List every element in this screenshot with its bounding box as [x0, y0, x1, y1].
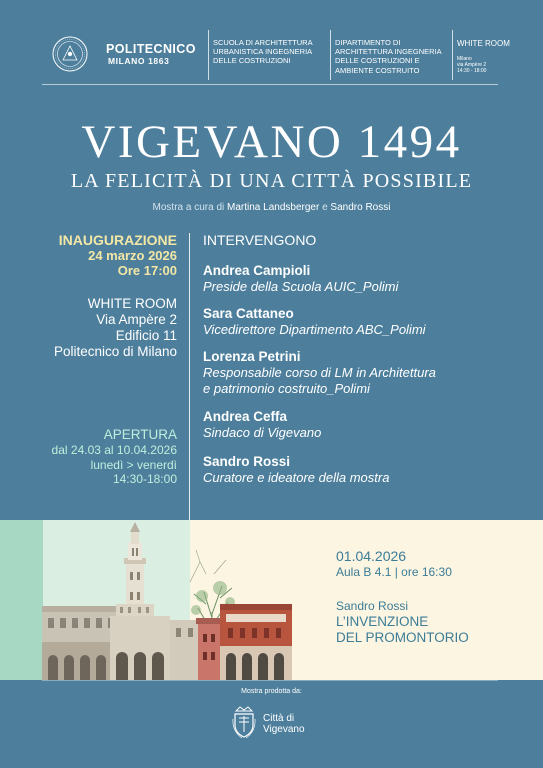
- speaker-name: Andrea Ceffa: [203, 409, 288, 424]
- brand-city: MILANO 1863: [108, 56, 170, 66]
- event-place: Aula B 4.1 | ore 16:30: [336, 565, 452, 579]
- speaker-role: Sindaco di Vigevano: [203, 425, 322, 440]
- venue-title: WHITE ROOM: [457, 39, 510, 48]
- school-line: SCUOLA DI ARCHITETTURA: [213, 38, 313, 47]
- curated-prefix: Mostra a cura di: [152, 202, 228, 213]
- venue-line: via Ampère 2: [457, 62, 487, 68]
- header-divider: [452, 30, 453, 80]
- speaker-role: Responsabile corso di LM in Architettura: [203, 365, 436, 380]
- speaker-role: Preside della Scuola AUIC_Polimi: [203, 279, 399, 294]
- vigevano-skyline-illustration: [40, 522, 295, 680]
- city-line: Città di: [263, 713, 295, 724]
- event-date: 01.04.2026: [336, 548, 407, 564]
- department-line: ARCHITETTURA INGEGNERIA: [335, 47, 442, 57]
- header-divider: [208, 30, 209, 80]
- brand-name: POLITECNICO: [106, 42, 196, 56]
- event-talk-line: DEL PROMONTORIO: [336, 630, 469, 645]
- politecnico-seal-logo: [52, 36, 88, 72]
- opening-block: [52, 443, 177, 487]
- speaker-item: [203, 409, 321, 441]
- brand-block: [106, 42, 196, 67]
- department-line: DIPARTIMENTO DI: [335, 38, 401, 47]
- opening-label: APERTURA: [103, 427, 177, 442]
- inauguration-time: Ore 17:00: [117, 263, 177, 278]
- opening-line: dal 24.03 al 10.04.2026: [51, 443, 177, 457]
- city-crest-logo: [232, 705, 256, 739]
- header-divider: [330, 30, 331, 80]
- produced-by: Mostra prodotta da:: [241, 688, 302, 695]
- speaker-role: Vicedirettore Dipartimento ABC_Polimi: [203, 322, 426, 337]
- venue-line: 14:30 - 18:00: [457, 68, 487, 74]
- speaker-item: [203, 263, 398, 295]
- department-name: [335, 38, 442, 75]
- school-line: DELLE COSTRUZIONI: [213, 56, 291, 66]
- speaker-item: [203, 306, 426, 338]
- speakers-heading: INTERVENGONO: [203, 232, 317, 248]
- location-line: Via Ampère 2: [96, 312, 177, 327]
- curated-by: [0, 201, 543, 214]
- city-line: Vigevano: [263, 724, 305, 735]
- venue-info: [457, 38, 510, 74]
- opening-line: lunedì > venerdì: [90, 457, 177, 472]
- speaker-name: Sandro Rossi: [203, 454, 291, 469]
- location-block: [54, 296, 177, 360]
- speaker-name: Sara Cattaneo: [203, 306, 294, 321]
- school-name: [213, 38, 313, 66]
- footer-rule: [42, 680, 498, 681]
- department-line: DELLE COSTRUZIONI E: [335, 56, 420, 66]
- curator-name: Martina Landsberger: [227, 202, 320, 213]
- speaker-role: Curatore e ideatore della mostra: [203, 470, 390, 485]
- speaker-item: [203, 349, 436, 396]
- speaker-name: Lorenza Petrini: [203, 349, 301, 364]
- inauguration-date: 24 marzo 2026: [88, 248, 177, 263]
- location-line: WHITE ROOM: [87, 296, 177, 311]
- event-speaker: Sandro Rossi: [336, 599, 409, 613]
- speaker-name: Andrea Campioli: [203, 263, 311, 278]
- speaker-item: [203, 454, 389, 486]
- column-divider: [189, 233, 190, 520]
- event-talk-title: [336, 614, 469, 646]
- opening-line: 14:30-18:00: [112, 472, 177, 486]
- speaker-role: e patrimonio costruito_Polimi: [203, 380, 370, 396]
- city-name: [263, 713, 305, 735]
- curator-name: Sandro Rossi: [330, 202, 391, 213]
- curated-and: e: [319, 202, 331, 213]
- event-talk-line: L’INVENZIONE: [336, 614, 429, 629]
- location-line: Politecnico di Milano: [53, 344, 177, 359]
- exhibition-title: VIGEVANO 1494: [81, 116, 462, 168]
- location-line: Edificio 11: [115, 328, 177, 343]
- school-line: URBANISTICA INGEGNERIA: [213, 47, 313, 57]
- department-line: AMBIENTE COSTRUITO: [335, 65, 420, 75]
- venue-line: Milano: [457, 56, 472, 62]
- inauguration-label: INAUGURAZIONE: [58, 232, 177, 248]
- header-rule: [42, 84, 498, 85]
- exhibition-subtitle: LA FELICITÀ DI UNA CITTÀ POSSIBILE: [70, 170, 473, 192]
